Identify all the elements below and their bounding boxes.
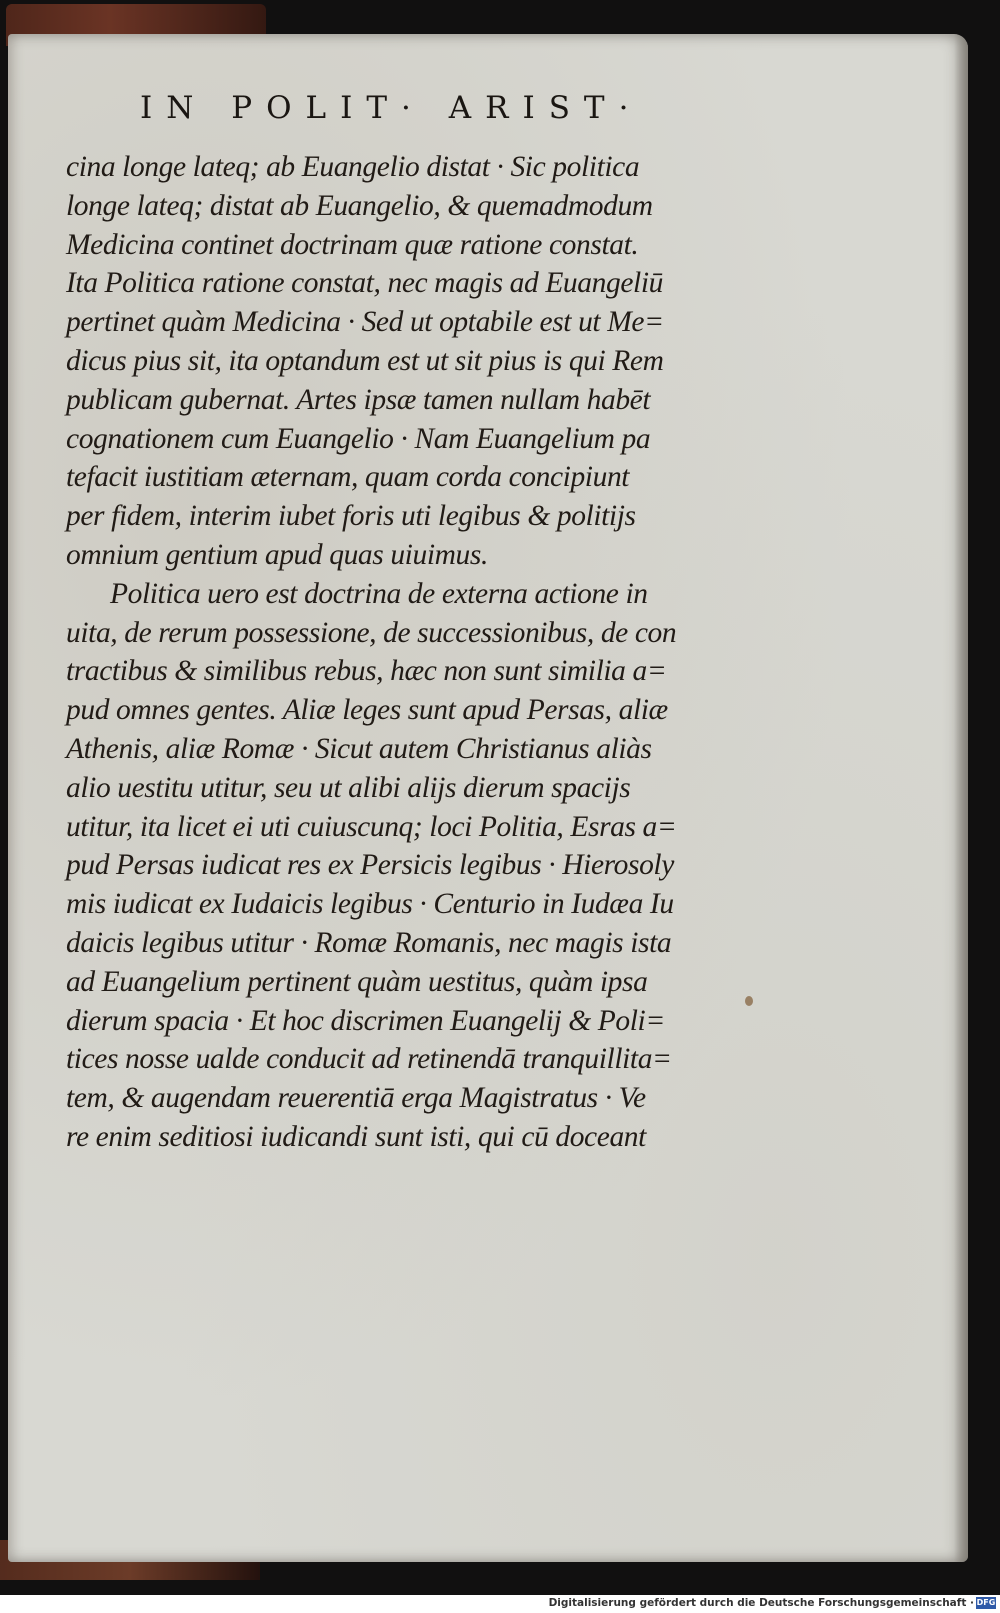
running-head: IN POLIT· ARIST· <box>140 90 643 126</box>
text-line: Athenis, aliæ Romæ · Sicut autem Christianus aliàs <box>66 732 652 765</box>
text-line: Ita Politica ratione constat, nec magis ad Euangeliū <box>66 267 663 300</box>
text-line: pud omnes gentes. Aliæ leges sunt apud Persas, aliæ <box>66 694 668 727</box>
text-line: daicis legibus utitur · Romæ Romanis, nec magis ista <box>66 926 672 959</box>
text-line: dierum spacia · Et hoc discrimen Euangelij & Poli= <box>66 1004 665 1037</box>
text-line: publicam gubernat. Artes ipsæ tamen nullam habēt <box>66 383 651 416</box>
text-line: utitur, ita licet ei uti cuiuscunq; loci Politia, Esras a= <box>66 810 677 843</box>
text-line: ad Euangelium pertinent quàm uestitus, quàm ipsa <box>66 965 648 998</box>
text-line: alio uestitu utitur, seu ut alibi alijs dierum spacijs <box>66 771 631 804</box>
page-edge-shadow <box>954 34 968 1562</box>
text-line: tices nosse ualde conducit ad retinendā tranquillita= <box>66 1043 672 1076</box>
text-line: tem, & augendam reuerentiā erga Magistratus · Ve <box>66 1082 646 1115</box>
text-line: omnium gentium apud quas uiuimus. <box>66 538 488 571</box>
ink-spot <box>745 996 753 1006</box>
text-line: uita, de rerum possessione, de successionibus, de con <box>66 616 677 649</box>
text-line: per fidem, interim iubet foris uti legibus & politijs <box>66 500 636 533</box>
text-line: cina longe lateq; ab Euangelio distat · Sic politica <box>66 151 640 183</box>
text-line: cognationem cum Euangelio · Nam Euangelium pa <box>66 422 651 455</box>
text-line: pertinet quàm Medicina · Sed ut optabile est ut Me= <box>66 306 664 339</box>
text-line: tefacit iustitiam æternam, quam corda concipiunt <box>66 461 630 494</box>
dfg-logo: DFG <box>976 1598 996 1607</box>
text-line: re enim seditiosi iudicandi sunt isti, qui cū doceant <box>66 1120 646 1153</box>
text-line: Medicina continet doctrinam quæ ratione constat. <box>66 228 639 261</box>
footer-credit: Digitalisierung gefördert durch die Deutsche Forschungsgemeinschaft · <box>548 1597 974 1609</box>
text-line: tractibus & similibus rebus, hæc non sunt similia a= <box>66 655 667 688</box>
text-line: dicus pius sit, ita optandum est ut sit pius is qui Rem <box>66 344 664 377</box>
text-block <box>66 148 676 1157</box>
text-line: mis iudicat ex Iudaicis legibus · Centurio in Iudæa Iu <box>66 888 674 921</box>
text-line: longe lateq; distat ab Euangelio, & quemadmodum <box>66 189 653 222</box>
text-line: pud Persas iudicat res ex Persicis legibus · Hierosoly <box>66 849 674 882</box>
paragraph-start-line: Politica uero est doctrina de externa actione in <box>110 577 648 610</box>
